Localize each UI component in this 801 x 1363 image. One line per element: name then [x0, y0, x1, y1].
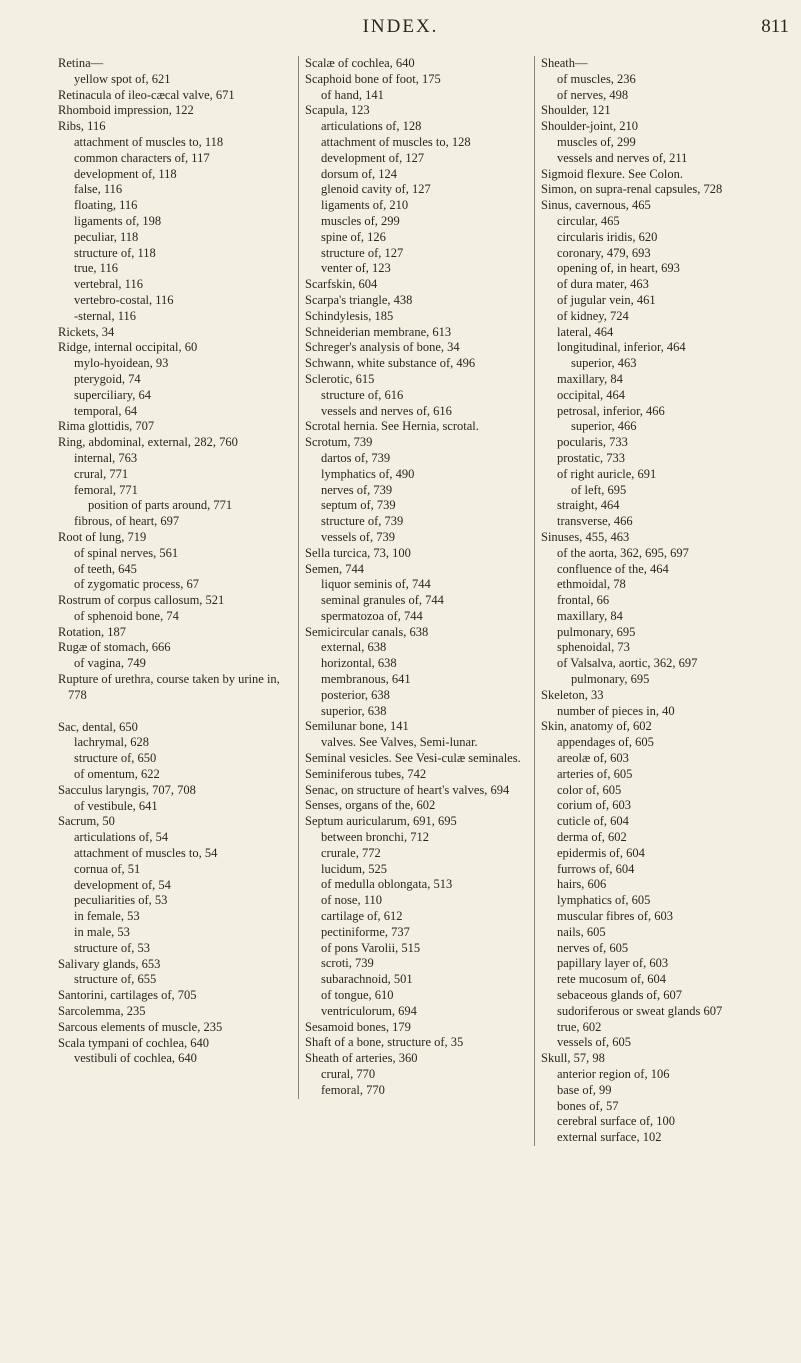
index-entry: in male, 53: [74, 925, 130, 940]
index-entry: structure of, 655: [74, 972, 157, 987]
index-entry: vertebro-costal, 116: [74, 292, 174, 307]
index-entry: of kidney, 724: [557, 308, 629, 323]
index-entry: epidermis of, 604: [557, 845, 645, 860]
index-entry: common characters of, 117: [74, 150, 210, 165]
index-entry: Scarpa's triangle, 438: [305, 292, 413, 307]
index-entry: of hand, 141: [321, 87, 384, 102]
index-entry: peculiar, 118: [74, 229, 139, 244]
index-entry: of right auricle, 691: [557, 466, 657, 481]
index-entry: posterior, 638: [321, 687, 390, 702]
index-entry: coronary, 479, 693: [557, 245, 651, 260]
index-entry: subarachnoid, 501: [321, 972, 413, 987]
index-entry: crurale, 772: [321, 845, 381, 860]
index-entry: occipital, 464: [557, 387, 626, 402]
index-entry: vestibuli of cochlea, 640: [74, 1051, 197, 1066]
index-entry: of vagina, 749: [74, 656, 146, 671]
index-entry: of Valsalva, aortic, 362, 697: [557, 656, 698, 671]
index-entry: temporal, 64: [74, 403, 138, 418]
index-entry: scroti, 739: [321, 956, 374, 971]
index-entry: sudoriferous or sweat glands 607: [557, 1003, 723, 1018]
index-entry: between bronchi, 712: [321, 830, 429, 845]
index-entry: Sella turcica, 73, 100: [305, 545, 411, 560]
index-entry: nerves of, 739: [321, 482, 393, 497]
index-entry: Retinacula of ileo-cæcal valve, 671: [58, 87, 235, 102]
index-entry: superior, 466: [571, 419, 637, 434]
index-entry: cornua of, 51: [74, 861, 141, 876]
index-entry: Semilunar bone, 141: [305, 719, 409, 734]
index-entry: Salivary glands, 653: [58, 956, 161, 971]
index-entry: of dura mater, 463: [557, 277, 649, 292]
index-entry: horizontal, 638: [321, 656, 397, 671]
index-entry: vertebral, 116: [74, 277, 143, 292]
index-entry: true, 116: [74, 261, 118, 276]
index-entry: nerves of, 605: [557, 940, 629, 955]
index-entry: Sinus, cavernous, 465: [541, 198, 651, 213]
index-entry: yellow spot of, 621: [74, 71, 171, 86]
index-entry: venter of, 123: [321, 261, 391, 276]
index-entry: mylo-hyoidean, 93: [74, 356, 169, 371]
index-entry: of left, 695: [571, 482, 627, 497]
index-column-1: [58, 56, 284, 1067]
index-entry: floating, 116: [74, 198, 138, 213]
index-entry: areolæ of, 603: [557, 751, 629, 766]
index-entry: Skin, anatomy of, 602: [541, 719, 652, 734]
index-entry: ethmoidal, 78: [557, 577, 626, 592]
index-entry: attachment of muscles to, 54: [74, 846, 218, 861]
index-entry: derma of, 602: [557, 830, 627, 845]
index-entry: septum of, 739: [321, 498, 396, 513]
index-entry: papillary layer of, 603: [557, 956, 669, 971]
index-entry: Shoulder, 121: [541, 103, 611, 118]
index-entry: furrows of, 604: [557, 861, 635, 876]
index-entry: superior, 638: [321, 703, 387, 718]
index-entry: valves. See Valves, Semi-lunar.: [321, 735, 478, 750]
index-entry: Seminiferous tubes, 742: [305, 766, 427, 781]
index-entry: opening of, in heart, 693: [557, 261, 680, 276]
index-entry: dartos of, 739: [321, 450, 391, 465]
index-entry: muscles of, 299: [557, 134, 636, 149]
index-entry: articulations of, 128: [321, 119, 422, 134]
index-entry: Sarcolemma, 235: [58, 1004, 146, 1019]
index-entry: of zygomatic process, 67: [74, 577, 199, 592]
index-entry: spermatozoa of, 744: [321, 608, 423, 623]
index-entry: Semen, 744: [305, 561, 365, 576]
index-entry: lucidum, 525: [321, 861, 387, 876]
index-entry: Sheath of arteries, 360: [305, 1051, 418, 1066]
index-entry: Sigmoid flexure. See Colon.: [541, 166, 683, 181]
index-entry: Schwann, white substance of, 496: [305, 356, 476, 371]
index-entry: Septum auricularum, 691, 695: [305, 814, 457, 829]
index-entry: Scala tympani of cochlea, 640: [58, 1035, 209, 1050]
index-entry: Scrotal hernia. See Hernia, scrotal.: [305, 419, 479, 434]
index-entry: superciliary, 64: [74, 387, 151, 402]
index-entry: of medulla oblongata, 513: [321, 877, 453, 892]
index-entry: vessels and nerves of, 616: [321, 403, 452, 418]
index-entry: femoral, 770: [321, 1082, 385, 1097]
index-entry: Rostrum of corpus callosum, 521: [58, 593, 225, 608]
index-entry: of vestibule, 641: [74, 798, 158, 813]
index-entry: Ring, abdominal, external, 282, 760: [58, 435, 238, 450]
index-entry: sphenoidal, 73: [557, 640, 630, 655]
index-entry: arteries of, 605: [557, 766, 633, 781]
index-entry: vessels of, 605: [557, 1035, 631, 1050]
index-entry: pulmonary, 695: [571, 672, 650, 687]
index-entry: structure of, 616: [321, 387, 404, 402]
index-entry: Schreger's analysis of bone, 34: [305, 340, 460, 355]
index-entry: prostatic, 733: [557, 450, 626, 465]
index-entry: crural, 770: [321, 1067, 376, 1081]
index-entry: frontal, 66: [557, 593, 610, 608]
index-entry: of jugular vein, 461: [557, 292, 656, 307]
index-entry: Santorini, cartilages of, 705: [58, 988, 197, 1003]
index-entry: anterior region of, 106: [557, 1067, 670, 1081]
index-entry: ligaments of, 210: [321, 198, 409, 213]
page-header: [0, 16, 801, 40]
index-entry: peculiarities of, 53: [74, 893, 168, 908]
index-entry: crural, 771: [74, 466, 129, 481]
index-entry: Rickets, 34: [58, 324, 115, 339]
index-entry: structure of, 127: [321, 245, 404, 260]
index-entry: Schneiderian membrane, 613: [305, 324, 452, 339]
index-entry: of the aorta, 362, 695, 697: [557, 545, 689, 560]
index-entry: pocularis, 733: [557, 435, 628, 450]
index-entry: liquor seminis of, 744: [321, 577, 431, 592]
index-entry: nails, 605: [557, 924, 606, 939]
index-entry: Rima glottidis, 707: [58, 419, 155, 434]
index-entry: Scarfskin, 604: [305, 277, 378, 292]
index-entry: fibrous, of heart, 697: [74, 514, 180, 529]
index-entry: Scaphoid bone of foot, 175: [305, 71, 441, 86]
index-entry: Sacrum, 50: [58, 814, 115, 829]
index-entry: Rotation, 187: [58, 624, 127, 639]
index-entry: Senses, organs of the, 602: [305, 798, 436, 813]
index-entry: seminal granules of, 744: [321, 593, 444, 608]
index-entry: Shoulder-joint, 210: [541, 119, 638, 134]
index-entry: spine of, 126: [321, 229, 386, 244]
index-columns: [58, 56, 778, 1356]
index-entry: lateral, 464: [557, 324, 614, 339]
index-entry: vessels and nerves of, 211: [557, 150, 688, 165]
index-entry: Scalæ of cochlea, 640: [305, 56, 415, 70]
index-entry: attachment of muscles to, 128: [321, 134, 471, 149]
index-entry: Schindylesis, 185: [305, 308, 394, 323]
index-entry: structure of, 650: [74, 751, 157, 766]
index-entry: Sacculus laryngis, 707, 708: [58, 782, 196, 797]
index-column-2: [298, 56, 525, 1099]
index-entry: Seminal vesicles. See Vesi-culæ seminales.: [305, 751, 521, 766]
index-entry: vessels of, 739: [321, 529, 395, 544]
index-entry: bones of, 57: [557, 1098, 619, 1113]
index-entry: of sphenoid bone, 74: [74, 608, 179, 623]
index-entry: Root of lung, 719: [58, 529, 147, 544]
index-entry: false, 116: [74, 182, 123, 197]
index-entry: Ribs, 116: [58, 119, 106, 134]
index-entry: femoral, 771: [74, 482, 138, 497]
index-entry: transverse, 466: [557, 514, 633, 529]
index-entry: of nerves, 498: [557, 87, 629, 102]
index-entry: structure of, 118: [74, 245, 156, 260]
index-entry: cuticle of, 604: [557, 814, 629, 829]
index-entry: ligaments of, 198: [74, 213, 162, 228]
index-entry: Skeleton, 33: [541, 687, 604, 702]
page-title: INDEX.: [362, 16, 439, 37]
index-entry: straight, 464: [557, 498, 620, 513]
index-entry: sebaceous glands of, 607: [557, 988, 682, 1003]
index-entry: Sheath—: [541, 56, 588, 70]
index-entry: hairs, 606: [557, 877, 607, 892]
index-entry: Ridge, internal occipital, 60: [58, 340, 198, 355]
index-entry: cerebral surface of, 100: [557, 1114, 675, 1129]
index-entry: Senac, on structure of heart's valves, 694: [305, 782, 510, 797]
index-entry: pectiniforme, 737: [321, 924, 410, 939]
index-entry: ventriculorum, 694: [321, 1003, 417, 1018]
index-entry: muscular fibres of, 603: [557, 909, 673, 924]
index-entry: lymphatics of, 605: [557, 893, 651, 908]
index-entry: base of, 99: [557, 1082, 612, 1097]
index-entry: Shaft of a bone, structure of, 35: [305, 1035, 464, 1050]
index-entry: of tongue, 610: [321, 988, 394, 1003]
index-entry: Scapula, 123: [305, 103, 370, 118]
index-entry: maxillary, 84: [557, 608, 623, 623]
index-entry: circularis iridis, 620: [557, 229, 658, 244]
index-entry: position of parts around, 771: [88, 498, 233, 513]
index-entry: maxillary, 84: [557, 371, 623, 386]
index-entry: internal, 763: [74, 450, 138, 465]
index-entry: Retina—: [58, 56, 104, 70]
index-entry: attachment of muscles to, 118: [74, 134, 224, 149]
index-entry: color of, 605: [557, 782, 622, 797]
index-entry: development of, 118: [74, 166, 177, 181]
index-entry: -sternal, 116: [74, 308, 137, 323]
index-entry: Sinuses, 455, 463: [541, 529, 630, 544]
index-entry: corium of, 603: [557, 798, 631, 813]
index-entry: external surface, 102: [557, 1130, 662, 1145]
index-entry: in female, 53: [74, 909, 140, 924]
index-entry: Rugæ of stomach, 666: [58, 640, 171, 655]
index-entry: muscles of, 299: [321, 213, 400, 228]
index-entry: Rupture of urethra, course taken by urine in, 778: [58, 672, 280, 702]
index-entry: glenoid cavity of, 127: [321, 182, 431, 197]
index-entry: of nose, 110: [321, 893, 382, 908]
index-entry: Simon, on supra-renal capsules, 728: [541, 182, 723, 197]
index-entry: of pons Varolii, 515: [321, 940, 421, 955]
index-entry: Rhomboid impression, 122: [58, 103, 194, 118]
index-entry: Sesamoid bones, 179: [305, 1019, 411, 1034]
index-entry: lachrymal, 628: [74, 735, 149, 750]
index-entry: pterygoid, 74: [74, 371, 141, 386]
index-entry: Sclerotic, 615: [305, 371, 375, 386]
index-entry: Sac, dental, 650: [58, 719, 138, 734]
index-entry: of teeth, 645: [74, 561, 137, 576]
index-entry: cartilage of, 612: [321, 909, 403, 924]
index-entry: of spinal nerves, 561: [74, 545, 179, 560]
index-column-3: [534, 56, 773, 1146]
index-entry: number of pieces in, 40: [557, 703, 675, 718]
index-entry: membranous, 641: [321, 672, 411, 687]
index-entry: structure of, 53: [74, 940, 151, 955]
index-entry: structure of, 739: [321, 514, 404, 529]
index-entry: appendages of, 605: [557, 735, 654, 750]
index-entry: dorsum of, 124: [321, 166, 398, 181]
index-entry: circular, 465: [557, 213, 620, 228]
index-entry: development of, 127: [321, 150, 425, 165]
index-entry: Sarcous elements of muscle, 235: [58, 1019, 223, 1034]
index-entry: longitudinal, inferior, 464: [557, 340, 686, 355]
index-entry: confluence of the, 464: [557, 561, 669, 576]
index-entry: Semicircular canals, 638: [305, 624, 429, 639]
index-entry: superior, 463: [571, 356, 637, 371]
index-entry: rete mucosum of, 604: [557, 972, 667, 987]
index-entry: lymphatics of, 490: [321, 466, 415, 481]
index-entry: of muscles, 236: [557, 71, 636, 86]
index-entry: articulations of, 54: [74, 830, 169, 845]
index-entry: Scrotum, 739: [305, 435, 373, 450]
index-entry: development of, 54: [74, 877, 171, 892]
index-entry: pulmonary, 695: [557, 624, 636, 639]
index-entry: Skull, 57, 98: [541, 1051, 605, 1066]
page-number: 811: [761, 16, 789, 37]
index-entry: external, 638: [321, 640, 387, 655]
index-entry: of omentum, 622: [74, 767, 160, 782]
index-entry: true, 602: [557, 1019, 602, 1034]
index-entry: petrosal, inferior, 466: [557, 403, 665, 418]
